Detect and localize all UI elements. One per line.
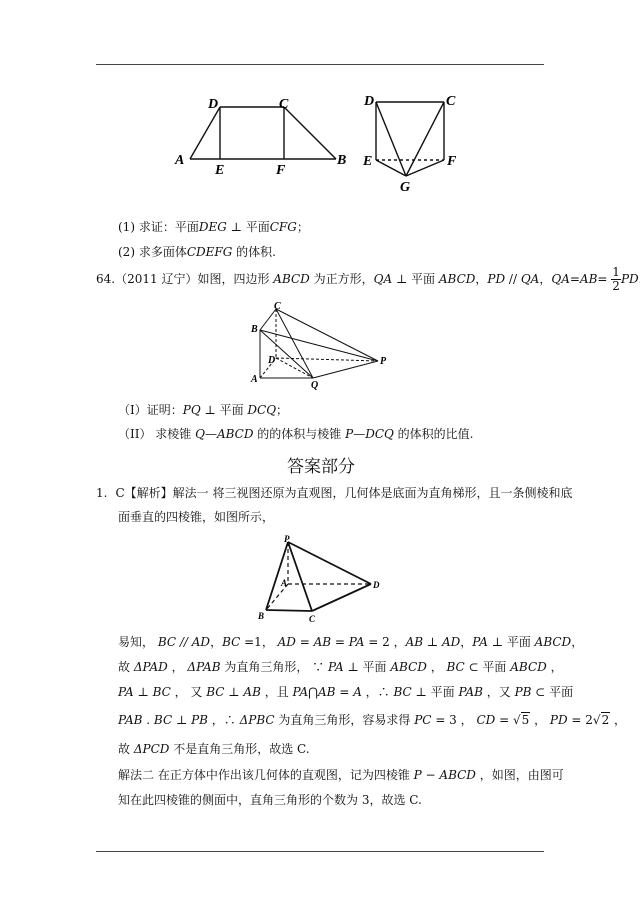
label-A: A xyxy=(281,578,288,588)
q64-part2: （II） 求棱锥 Q—ABCD 的的体积与棱锥 P—DCQ 的体积的比值. xyxy=(118,427,474,441)
label-D: D xyxy=(208,97,219,112)
q64-part1: （I）证明：PQ ⊥ 平面 DCQ； xyxy=(118,403,289,417)
label-Q: Q xyxy=(311,380,319,391)
label-F: F xyxy=(276,163,286,178)
figure-answer-pyramid xyxy=(252,532,387,627)
label-P: P xyxy=(380,356,387,367)
label-C: C xyxy=(279,97,289,112)
fraction-one-half: $\frac{1}{2}$ xyxy=(612,265,620,293)
label-C: C xyxy=(309,614,316,624)
q64-statement: 64.（2011 辽宁）如图，四边形 ABCD 为正方形，QA ⊥ 平面 ABCD，PD // QA，QA=AB= $\frac{1}{2}$ PD xyxy=(96,265,639,293)
label-F: F xyxy=(447,154,457,169)
label-C: C xyxy=(446,94,456,109)
answer-1-line3: 易知， BC // AD，BC =1， AD = AB = PA = 2 ，AB ⊥ AD，PA ⊥ 平面 ABCD， xyxy=(118,635,584,649)
footer-rule xyxy=(96,851,544,852)
label-P: P xyxy=(284,534,290,544)
answer-1-line6: PAB . BC ⊥ PB ，∴ ΔPBC 为直角三角形，容易求得 PC = 3 ， CD = √5 ， PD = 2√2 ， xyxy=(118,713,627,727)
header-rule xyxy=(96,64,544,65)
label-D: D xyxy=(373,580,380,590)
label-B: B xyxy=(337,153,347,168)
answer-1-line4: 故 ΔPAD ， ΔPAB 为直角三角形， ∵ PA ⊥ 平面 ABCD ， BC ⊂ 平面 ABCD ， xyxy=(118,660,563,674)
answer-1-line7: 故 ΔPCD 不是直角三角形，故选 C. xyxy=(118,742,310,756)
label-B: B xyxy=(258,611,265,621)
answers-heading: 答案部分 xyxy=(287,457,355,477)
answer-1-line2: 面垂直的四棱锥，如图所示， xyxy=(118,510,275,524)
label-D: D xyxy=(364,94,375,109)
answer-1-line9: 知在此四棱锥的侧面中，直角三角形的个数为 3，故选 C. xyxy=(118,793,422,807)
q63-part1: (1) 求证：平面DEG ⊥ 平面CFG； xyxy=(118,220,309,234)
label-D: D xyxy=(268,355,276,366)
answer-1-line8: 解法二 在正方体中作出该几何体的直观图，记为四棱锥 P − ABCD ，如图，由图可 xyxy=(118,768,564,782)
label-A: A xyxy=(175,153,185,168)
figure-trapezoid xyxy=(170,92,360,182)
figure-folded-solid xyxy=(360,88,465,196)
label-E: E xyxy=(363,154,373,169)
label-G: G xyxy=(400,180,411,195)
label-E: E xyxy=(215,163,225,178)
label-A: A xyxy=(251,374,258,385)
q63-part2: (2) 求多面体CDEFG 的体积. xyxy=(118,245,276,259)
figure-q64-solid xyxy=(248,300,390,392)
label-C: C xyxy=(274,301,281,312)
answer-1-line1: 1. C【解析】解法一 将三视图还原为直观图，几何体是底面为直角梯形，且一条侧棱和底 xyxy=(96,486,573,500)
answer-1-line5: PA ⊥ BC ， 又 BC ⊥ AB ，且 PA⋂AB = A ，∴ BC ⊥ 平面 PAB ，又 PB ⊂ 平面 xyxy=(118,685,574,699)
label-B: B xyxy=(251,324,258,335)
